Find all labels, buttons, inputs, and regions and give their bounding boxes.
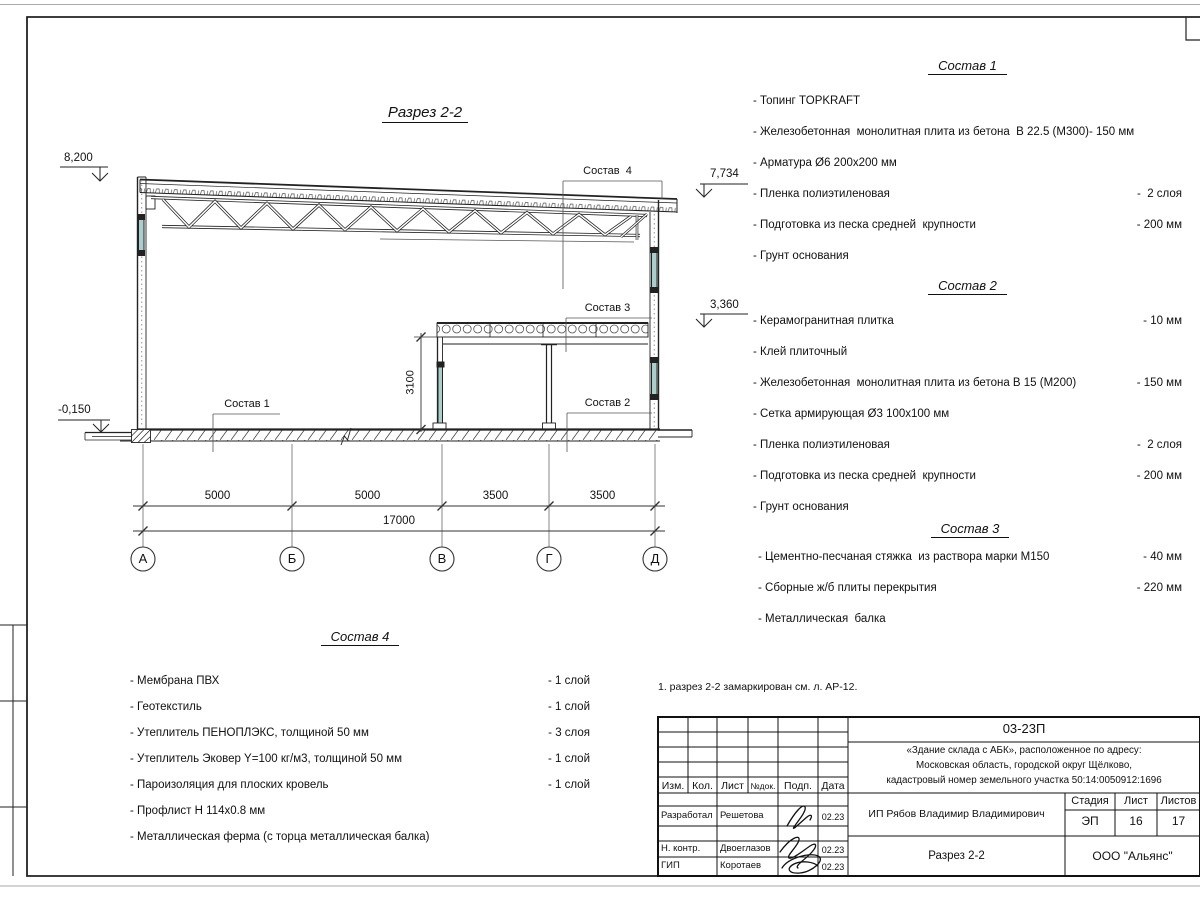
titleblock-col-data: Дата [821,780,845,792]
elevation-roof-right: 7,734 [710,168,739,180]
composition-list-2 [753,278,1182,532]
titleblock-drawing-name: Разрез 2-2 [928,850,985,862]
dim-segment-4: 3500 [589,490,616,502]
composition-list-3 [758,521,1182,644]
item-name: - Утеплитель ПЕНОПЛЭКС, толщиной 50 мм [130,727,369,739]
item-name: - Клей плиточный [753,346,848,358]
list-item [753,219,1182,250]
dimension-lines [131,333,667,572]
mezzanine [433,323,648,430]
list-item [753,95,1182,126]
item-name: - Пароизоляция для плоских кровель [130,779,329,791]
list-item [130,675,590,701]
item-name: - Сетка армирующая Ø3 100х100 мм [753,408,950,420]
item-name: - Геотекстиль [130,701,202,713]
list-item [753,470,1182,501]
axis-label-v: В [437,551,447,566]
list-item [130,727,590,753]
titleblock-date-1: 02.23 [821,812,845,822]
item-name: - Железобетонная монолитная плита из бетона В 15 (М200) [753,377,1077,389]
composition-1-header: Состав 1 [753,58,1182,73]
elevation-mezzanine: 3,360 [710,299,739,311]
titleblock-client: ИП Рябов Владимир Владимирович [868,808,1045,820]
floor-slab [85,428,692,445]
item-name: - Железобетонная монолитная плита из бетона В 22.5 (М300)- 150 мм [753,126,1135,138]
item-qty: - 3 слоя [548,727,590,739]
item-qty: - 220 мм [1136,582,1182,594]
item-qty: - 1 слой [547,779,590,791]
signature-razrabotal [787,806,811,828]
list-item [753,188,1182,219]
item-qty: - 10 мм [1143,315,1182,327]
titleblock-project-line1: «Здание склада с АБК», расположенное по адресу: [906,745,1142,756]
titleblock-name-reshetova: Решетова [720,810,764,821]
list-item [130,805,590,831]
item-name: - Керамогранитная плитка [753,315,894,327]
axis-label-a: А [138,551,148,566]
composition-list-1 [753,58,1182,281]
item-name: - Грунт основания [753,501,849,513]
titleblock-stage-label: Стадия [1071,795,1109,807]
item-qty: - 1 слой [547,753,590,765]
item-name: - Подготовка из песка средней крупности [753,470,976,482]
item-name: - Подготовка из песка средней крупности [753,219,976,231]
dim-segment-1: 5000 [204,490,231,502]
list-item [753,346,1182,377]
signatures [780,806,820,873]
item-name: - Металлическая балка [758,613,886,625]
titleblock-doc-number: 03-23П [1002,721,1046,736]
list-item [753,439,1182,470]
item-qty: - 200 мм [1136,470,1182,482]
section-title: Разрез 2-2 [360,104,490,121]
item-name: - Топинг TOPKRAFT [753,95,861,107]
titleblock-col-podp: Подп. [784,780,812,792]
list-item [753,315,1182,346]
titleblock-col-list: Лист [721,780,744,792]
callout-sostav-4: Состав 4 [583,165,632,177]
composition-4-header: Состав 4 [130,629,590,644]
composition-2-header: Состав 2 [753,278,1182,293]
titleblock-company: ООО "Альянс" [1092,849,1173,863]
list-item [753,408,1182,439]
item-qty: - 150 мм [1136,377,1182,389]
titleblock-project-line3: кадастровый номер земельного участка 50:14:0050912:1696 [886,775,1162,786]
list-item [753,157,1182,188]
item-name: - Арматура Ø6 200х200 мм [753,157,897,169]
titleblock-role-razrabotal: Разработал [661,810,713,821]
list-item [130,779,590,805]
callout-sostav-2: Состав 2 [584,397,631,409]
item-qty: - 1 слой [547,675,590,687]
titleblock-stage-value: ЭП [1081,814,1099,828]
item-qty: - 1 слой [547,701,590,713]
callout-sostav-3: Состав 3 [584,302,631,314]
elevation-floor: -0,150 [58,404,91,416]
item-name: - Профлист Н 114х0.8 мм [130,805,266,817]
axis-label-g: Г [545,551,553,566]
dim-segment-2: 5000 [354,490,381,502]
titleblock-sheets-value: 17 [1171,814,1186,828]
item-name: - Сборные ж/б плиты перекрытия [758,582,937,594]
list-item [758,613,1182,644]
item-name: - Металлическая ферма (с торца металлическая балка) [130,831,430,843]
titleblock-name-korotaev: Коротаев [720,860,762,871]
axis-label-b: Б [287,551,297,566]
list-item [753,250,1182,281]
titleblock-col-kol: Кол. [692,780,713,792]
titleblock-sheet-label: Лист [1124,795,1148,807]
list-item [758,551,1182,582]
list-item [753,377,1182,408]
callout-sostav-1: Состав 1 [224,398,270,410]
titleblock-role-nkontr: Н. контр. [661,843,701,854]
titleblock-col-ndoc: №док. [750,781,776,791]
item-name: - Пленка полиэтиленовая [753,439,890,451]
left-margin-table [0,625,27,876]
list-item [753,126,1182,157]
item-name: - Грунт основания [753,250,849,262]
item-qty: - 200 мм [1136,219,1182,231]
item-qty: - 2 слоя [1136,439,1182,451]
titleblock-date-3: 02.23 [821,862,845,872]
titleblock-name-dvoeglazov: Двоеглазов [720,843,771,854]
item-qty: - 2 слоя [1136,188,1182,200]
composition-3-header: Состав 3 [758,521,1182,536]
item-name: - Пленка полиэтиленовая [753,188,890,200]
item-qty: - 40 мм [1143,551,1182,563]
list-item [130,753,590,779]
list-item [130,831,590,857]
titleblock-role-gip: ГИП [661,860,680,871]
titleblock-col-izm: Изм. [661,780,685,792]
list-item [130,701,590,727]
composition-list-4 [130,629,590,857]
dim-total: 17000 [383,515,415,527]
titleblock-project-line2: Московская область, городской округ Щёлково, [915,760,1133,771]
titleblock-sheets-label: Листов [1160,795,1197,807]
corner-stamp-box [1186,17,1200,40]
list-item [758,582,1182,613]
titleblock-sheet-value: 16 [1129,814,1143,828]
drawing-note: 1. разрез 2-2 замаркирован см. л. АР-12. [658,681,858,693]
elevation-roof-left: 8,200 [64,152,93,164]
item-name: - Утеплитель Эковер Y=100 кг/м3, толщиной 50 мм [130,753,402,765]
titleblock-date-2: 02.23 [821,845,845,855]
axis-label-d: Д [650,551,660,566]
dim-mezzanine-height: 3100 [404,370,417,395]
item-name: - Мембрана ПВХ [130,675,220,687]
signature-gip [782,855,820,873]
item-name: - Цементно-песчаная стяжка из раствора марки М150 [758,551,1050,563]
dim-segment-3: 3500 [482,490,509,502]
